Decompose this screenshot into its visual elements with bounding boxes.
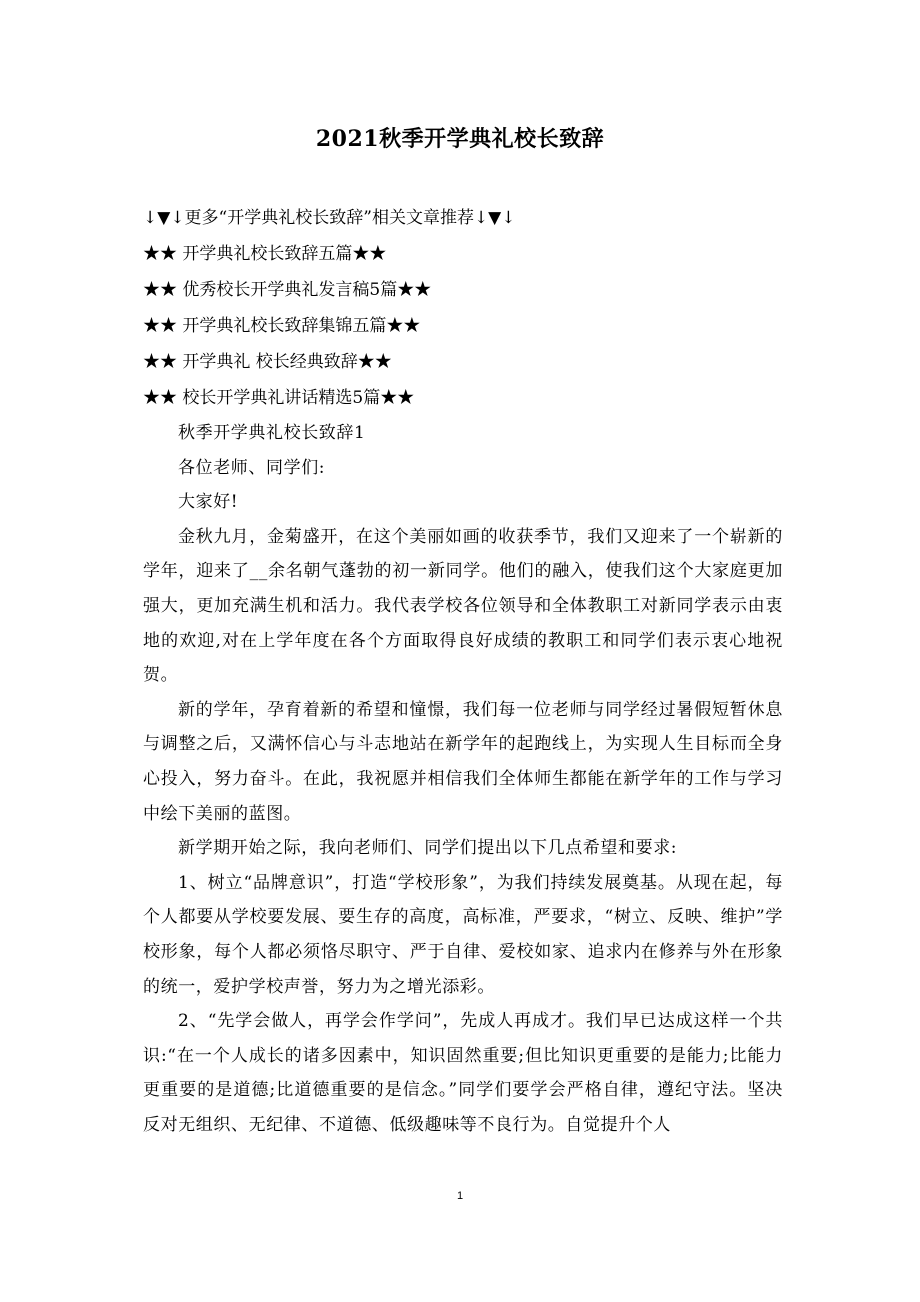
document-title: 2021秋季开学典礼校长致辞 xyxy=(315,126,605,152)
recommend-link[interactable]: ★★ 开学典礼 校长经典致辞★★ xyxy=(143,352,392,372)
body-paragraph: 新学期开始之际，我向老师们、同学们提出以下几点希望和要求: xyxy=(178,838,678,859)
body-paragraph: 1、树立“品牌意识”，打造“学校形象”，为我们持续发展奠基。从现在起，每个人都要从学校要发展、要生存的高度，高标准，严要求，“树立、反映、维护”学校形象，每个人都必须恪尽职守、严于自律、爱校如家、追求内在修养与外在形象的统一，爱护学校声誉，努力为之增光添彩。 xyxy=(143,872,783,997)
recommend-link[interactable]: ★★ 开学典礼校长致辞集锦五篇★★ xyxy=(143,316,421,336)
document-body xyxy=(143,416,783,1142)
section-heading: 秋季开学典礼校长致辞1 xyxy=(178,423,366,443)
salutation: 各位老师、同学们: xyxy=(178,457,326,478)
greeting: 大家好! xyxy=(178,492,239,513)
recommend-header: ↓▼↓更多“开学典礼校长致辞”相关文章推荐↓▼↓ xyxy=(143,208,516,228)
recommend-link[interactable]: ★★ 优秀校长开学典礼发言稿5篇★★ xyxy=(143,280,432,300)
body-paragraph: 金秋九月，金菊盛开，在这个美丽如画的收获季节，我们又迎来了一个崭新的学年，迎来了__余名朝气蓬勃的初一新同学。他们的融入，使我们这个大家庭更加强大，更加充满生机和活力。我代表学校各位领导和全体教职工对新同学表示由衷地的欢迎,对在上学年度在各个方面取得良好成绩的教职工和同学们表示衷心地祝贺。 xyxy=(143,526,783,686)
recommend-list xyxy=(143,200,783,416)
recommend-link[interactable]: ★★ 开学典礼校长致辞五篇★★ xyxy=(143,244,387,264)
recommend-link[interactable]: ★★ 校长开学典礼讲话精选5篇★★ xyxy=(143,388,415,408)
page-number: 1 xyxy=(456,1190,464,1202)
body-paragraph: 2、“先学会做人，再学会作学问”，先成人再成才。我们早已达成这样一个共识:“在一个人成长的诸多因素中，知识固然重要;但比知识更重要的是能力;比能力更重要的是道德;比道德重要的是信念。”同学们要学会严格自律，遵纪守法。坚决反对无组织、无纪律、不道德、低级趣味等不良行为。自觉提升个人 xyxy=(143,1011,783,1135)
body-paragraph: 新的学年，孕育着新的希望和憧憬，我们每一位老师与同学经过暑假短暂休息与调整之后，又满怀信心与斗志地站在新学年的起跑线上，为实现人生目标而全身心投入，努力奋斗。在此，我祝愿并相信我们全体师生都能在新学年的工作与学习中绘下美丽的蓝图。 xyxy=(143,699,783,824)
